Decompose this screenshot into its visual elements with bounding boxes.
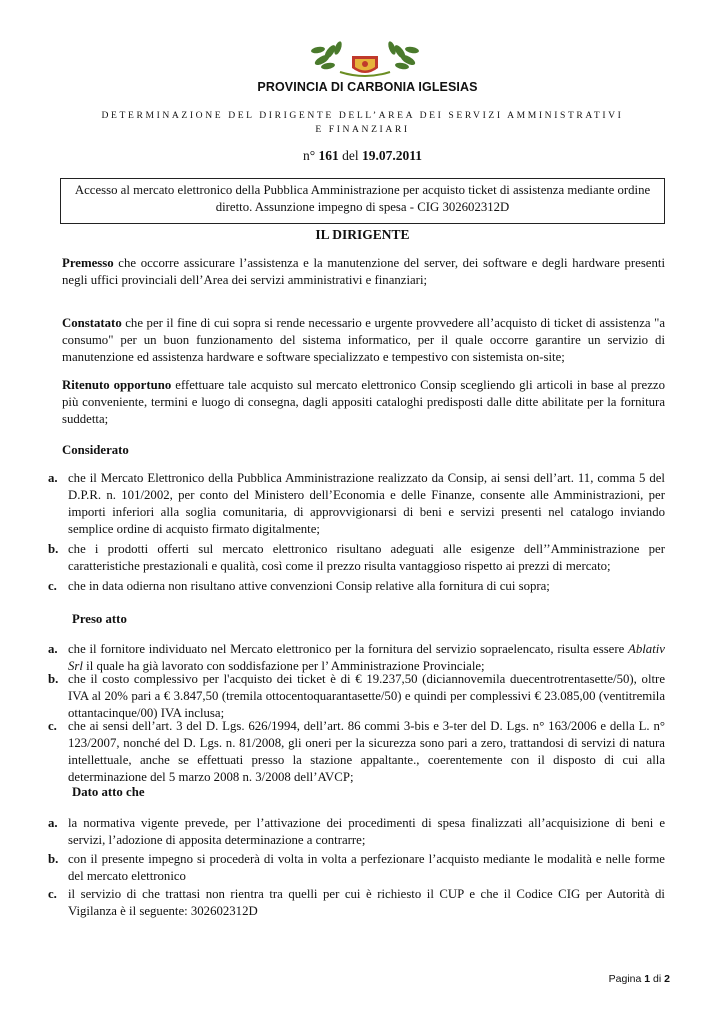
list-item <box>48 671 665 722</box>
ritenuto-label: Ritenuto opportuno <box>62 378 172 392</box>
list-text: che in data odierna non risultano attive convenzioni Consip relative alla fornitura di cui sopra; <box>68 579 550 593</box>
list-text: con il presente impegno si procederà di volta in volta a perfezionare l’acquisto mediante le modalità e nelle forme del mercato elettronico <box>68 852 665 883</box>
list-text: che il Mercato Elettronico della Pubblica Amministrazione realizzato da Consip, ai sensi dell’art. 11, comma 5 del D.P.R. n. 101/2002, per conto del Ministero dell’Economia e delle Finanze, consente alle Amministrazioni, per importi inferiori alla soglia comunitaria, di approvvigionarsi di beni e servizi presenti nel catalogo inviando semplice ordine di acquisto firmato digitalmente; <box>68 471 665 536</box>
list-item <box>48 541 665 575</box>
premesso-label: Premesso <box>62 256 114 270</box>
list-text: che ai sensi dell’art. 3 del D. Lgs. 626/1994, dell’art. 86 commi 3-bis e 3-ter del D. Lgs. n° 163/2006 e della L. n° 123/2007, nonché del D. Lgs. n. 81/2008, gli oneri per la sicurezza sono pari a zero, trattandosi di servizi di natura intellettuale, anche se effettuati presso la stazione appaltante., coerentemente con il disposto di cui alla determinazione del 5 marzo 2008 n. 3/2008 dell’AVCP; <box>68 719 665 784</box>
list-letter: c. <box>48 719 57 733</box>
list-item <box>48 641 665 675</box>
list-letter: a. <box>48 816 58 830</box>
number-prefix: n° <box>302 148 316 163</box>
list-item <box>48 470 665 538</box>
list-item <box>48 851 665 885</box>
subject-box <box>60 178 665 224</box>
list-letter: c. <box>48 887 57 901</box>
preso-atto-label: Preso atto <box>72 612 127 626</box>
considerato-label: Considerato <box>62 443 129 457</box>
number-value: 161 <box>318 148 339 163</box>
department-line-1: DETERMINAZIONE DEL DIRIGENTE DELL’AREA DEI SERVIZI AMMINISTRATIVI <box>101 110 624 121</box>
constatato-text: che per il fine di cui sopra si rende necessario e urgente provvedere all’acquisto di ticket di assistenza "a consumo" per un buon funzionamento del sistema informatico, per il quale occorre garantire un servizio di manutenzione ed assistenza hardware e software specializzato e tempestivo con sistemista on-site; <box>62 316 665 364</box>
page-indicator <box>580 973 670 985</box>
supplier-name: Ablativ Srl <box>68 642 665 673</box>
ritenuto-paragraph <box>62 377 665 428</box>
list-letter: b. <box>48 542 59 556</box>
list-letter: a. <box>48 471 58 485</box>
list-text-pre: che il fornitore individuato nel Mercato elettronico per la fornitura del servizio sopraelencato, risulta essere <box>68 642 629 656</box>
list-item <box>48 578 665 595</box>
list-text <box>68 641 665 675</box>
olive-branch-emblem-icon <box>300 38 430 86</box>
list-letter: c. <box>48 579 57 593</box>
list-text: la normativa vigente prevede, per l’attivazione dei procedimenti di spesa finalizzati all’acquisizione di beni e servizi, l’adozione di apposita determinazione a contrarre; <box>68 816 665 847</box>
list-letter: b. <box>48 852 59 866</box>
determination-number <box>60 148 665 164</box>
constatato-paragraph <box>62 315 665 366</box>
list-text: il servizio di che trattasi non rientra tra quelli per cui è richiesto il CUP e che il Codice CIG per Autorità di Vigilanza è il seguente: 302602312D <box>68 887 665 918</box>
date-value: 19.07.2011 <box>362 148 423 163</box>
ritenuto-text: effettuare tale acquisto sul mercato elettronico Consip scegliendo gli articoli in base al prezzo più conveniente, termini e luogo di consegna, dagli appositi cataloghi predisposti dalle ditte abilitate per la fornitura suddetta; <box>62 378 665 426</box>
premesso-paragraph <box>62 255 665 289</box>
page-total: 2 <box>664 973 670 985</box>
page-label: Pagina <box>608 973 642 985</box>
section-heading: IL DIRIGENTE <box>315 227 410 242</box>
subject-line-1: Accesso al mercato elettronico della Pubblica Amministrazione per acquisto ticket di assistenza mediante ordine <box>74 183 651 197</box>
list-item <box>48 886 665 920</box>
page-of-label: di <box>653 973 662 985</box>
constatato-label: Constatato <box>62 316 122 330</box>
department-line-2: E FINANZIARI <box>315 124 410 135</box>
province-logo <box>300 38 430 86</box>
page-number: 1 <box>644 973 651 985</box>
date-prefix: del <box>342 148 359 163</box>
list-text: che il costo complessivo per l'acquisto dei ticket è di € 19.237,50 (diciannovemila duecentrotrentasette/50), oltre IVA al 20% pari a € 3.847,50 (tremila ottocentoquarantasette/50) e quindi per complessivi € 23.085,00 (ventitremila ottantacinque/00) IVA inclusa; <box>68 672 665 720</box>
list-item <box>48 718 665 786</box>
province-name: PROVINCIA DI CARBONIA IGLESIAS <box>257 80 478 94</box>
list-letter: a. <box>48 642 58 656</box>
list-item <box>48 815 665 849</box>
subject-line-2: diretto. Assunzione impegno di spesa - CIG 302602312D <box>215 200 510 214</box>
list-text-post: il quale ha già lavorato con soddisfazione per l’ Amministrazione Provinciale; <box>82 659 485 673</box>
dato-atto-label: Dato atto che <box>72 785 145 799</box>
premesso-text: che occorre assicurare l’assistenza e la manutenzione del server, dei software e degli hardware presenti negli uffici provinciali dell’Area dei servizi amministrativi e finanziari; <box>62 256 665 287</box>
list-text: che i prodotti offerti sul mercato elettronico risultano adeguati alle esigenze dell’’Amministrazione per caratteristiche prestazionali e qualità, così come il prezzo risulta vantaggioso rispetto ai prezzi di mercato; <box>68 542 665 573</box>
list-letter: b. <box>48 672 59 686</box>
